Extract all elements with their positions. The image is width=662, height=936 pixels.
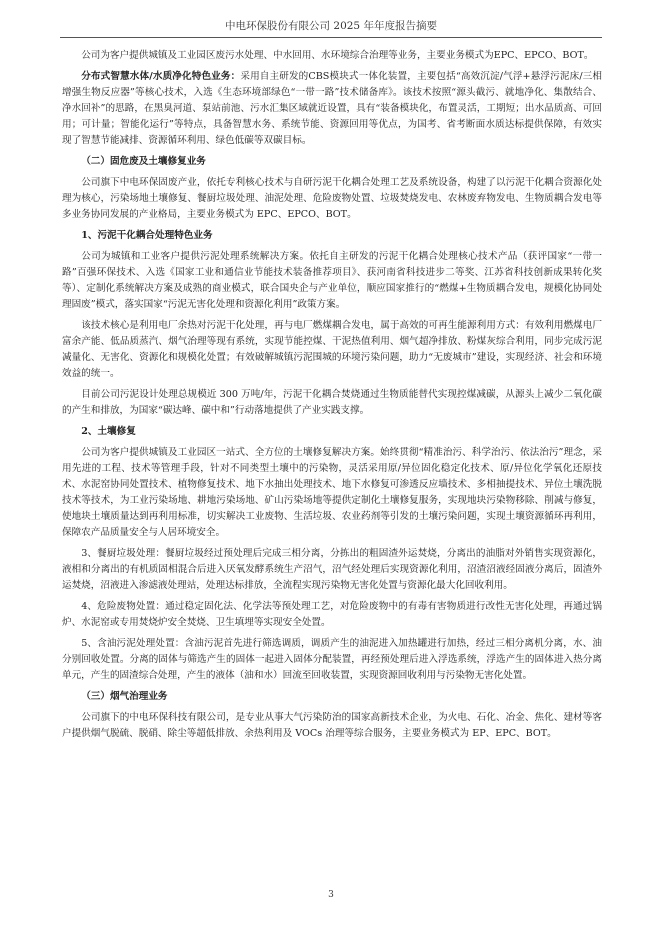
report-body: [62, 48, 602, 747]
section-heading: （三）烟气治理业务: [81, 691, 168, 702]
paragraph: 公司旗下中电环保固废产业，依托专利核心技术与自研污泥干化耦合处理工艺及系统设备，构建了以污泥干化耦合资源化处理为核心，污染场地土壤修复、餐厨垃圾处理、油泥处理、危险废物处置、垃圾焚烧发电、农林废弃物发电、生物质耦合发电等多业务协同发展的产业格局，主要业务模式为 EPC、EPCO、BOT。: [62, 177, 602, 220]
paragraph: 公司为客户提供城镇及工业园区废污水处理、中水回用、水环境综合治理等业务，主要业务模式为EPC、EPCO、BOT。: [81, 50, 594, 61]
paragraph: 5、含油污泥处理处置：含油污泥首先进行筛选调质，调质产生的油泥进入加热罐进行加热，经过三相分离机分离，水、油分别回收处置。分离的固体与筛选产生的固体一起进入固体分配装置，再经预处理后进入浮选系统，浮选产生的固体进入热分离单元，产生的固渣综合处理，产生的液体（油和水）回流至回收装置，实现资源回收利用与污染物无害化处置。: [62, 638, 602, 681]
paragraph: 公司旗下的中电环保科技有限公司，是专业从事大气污染防治的国家高新技术企业，为火电、石化、冶金、焦化、建材等客户提供烟气脱硫、脱硝、除尘等超低排放、余热利用及 VOCs 治理等综合服务，主要业务模式为 EP、EPC、BOT。: [62, 712, 602, 739]
paragraph: 该技术核心是利用电厂余热对污泥干化处理，再与电厂燃煤耦合发电，属于高效的可再生能源利用方式：有效利用燃煤电厂富余产能、低品质蒸汽、烟气治理等现有系统，实现节能控煤、干泥热值利用、烟气超净排放、粉煤灰综合利用，同步完成污泥减量化、无害化、资源化和规模化处置；有效破解城镇污泥围城的环境污染问题，助力“无废城市”建设，实现经济、社会和环境效益的统一。: [62, 320, 602, 379]
page-number: 3: [328, 890, 334, 900]
paragraph: 公司为客户提供城镇及工业园区一站式、全方位的土壤修复解决方案。始终贯彻“精准治污、科学治污、依法治污”理念，采用先进的工程、技术等管理手段，针对不同类型土壤中的污染物，灵活采用原/异位固化稳定化技术、原/异位化学氧化还原技术、水泥窑协同处置技术、植物修复技术、地下水抽出处理技术、地下水修复可渗透反应墙技术、多相抽提技术、异位土壤洗脱技术等技术，为工业污染场地、耕地污染场地、矿山污染场地等提供定制化土壤修复服务，实现地块污染物移除、削减与修复，使地块土壤质量达到再利用标准，切实解决工业废物、生活垃圾、农业药剂等引发的土壤污染问题，实现土壤资源循环再利用，保障农产品质量安全与人居环境安全。: [62, 447, 602, 538]
page-header: 中电环保股份有限公司 2025 年年度报告摘要: [60, 18, 602, 38]
paragraph-text: 采用自主研发的CBS模块式一体化装置，主要包括“高效沉淀/气浮+悬浮污泥床/三相增强生物反应器”等核心技术，入选《生态环境部绿色“一带一路”技术储备库》。该技术按照“源头截污、就地净化、集散结合、净水回补”的思路，在黑臭河道、泵站前池、污水汇集区域就近设置，具有“装备模块化，布置灵活，工期短；出水品质高、可回用；可计量；智能化运行”等特点，具备智慧水务、系统节能、资源回用等优点，为国考、省考断面水质达标提供保障，有效实现了智慧节能减排、资源循环利用、绿色低碳等双碳目标。: [62, 71, 602, 146]
paragraph-lead: 分布式智慧水体/水质净化特色业务：: [81, 71, 241, 82]
paragraph: 4、危险废物处置：通过稳定固化法、化学法等预处理工艺，对危险废物中的有毒有害物质进行改性无害化处理，再通过锅炉、水泥窑或专用焚烧炉安全焚烧、卫生填埋等实现安全处置。: [62, 601, 602, 628]
paragraph: 目前公司污泥设计处理总规模近 300 万吨/年，污泥干化耦合焚烧通过生物质能替代实现控煤减碳，从源头上减少二氧化碳的产生和排放，为国家“碳达峰、碳中和”行动落地提供了产业实践支撑。: [62, 389, 602, 416]
section-heading: 2、土壤修复: [81, 426, 136, 437]
paragraph: [62, 69, 602, 149]
section-heading: （二）固危废及土壤修复业务: [81, 156, 206, 167]
section-heading: 1、污泥干化耦合处理特色业务: [81, 230, 213, 241]
paragraph: 3、餐厨垃圾处理：餐厨垃圾经过预处理后完成三相分离，分拣出的粗固渣外运焚烧，分离出的油脂对外销售实现资源化，液相和分离出的有机质固相混合后进入厌氧发酵系统生产沼气，沼气经处理后实现资源化利用，沼渣沼液经固液分离后，固渣外运焚烧，沼液进入渗滤液处理站，处理达标排放，全流程实现污染物无害化处置与资源化最大化回收利用。: [62, 548, 602, 591]
paragraph: 公司为城镇和工业客户提供污泥处理系统解决方案。依托自主研发的污泥干化耦合处理核心技术产品（获评国家“一带一路”百强环保技术、入选《国家工业和通信业节能技术装备推荐项目》、获河南省科技进步二等奖、江苏省科技创新成果转化奖等）、定制化系统解决方案及成熟的商业模式，联合国央企与产业单位，顺应国家推行的“燃煤+生物质耦合发电，规模化协同处理固废”模式，落实国家“污泥无害化处理和资源化利用”政策方案。: [62, 251, 602, 310]
